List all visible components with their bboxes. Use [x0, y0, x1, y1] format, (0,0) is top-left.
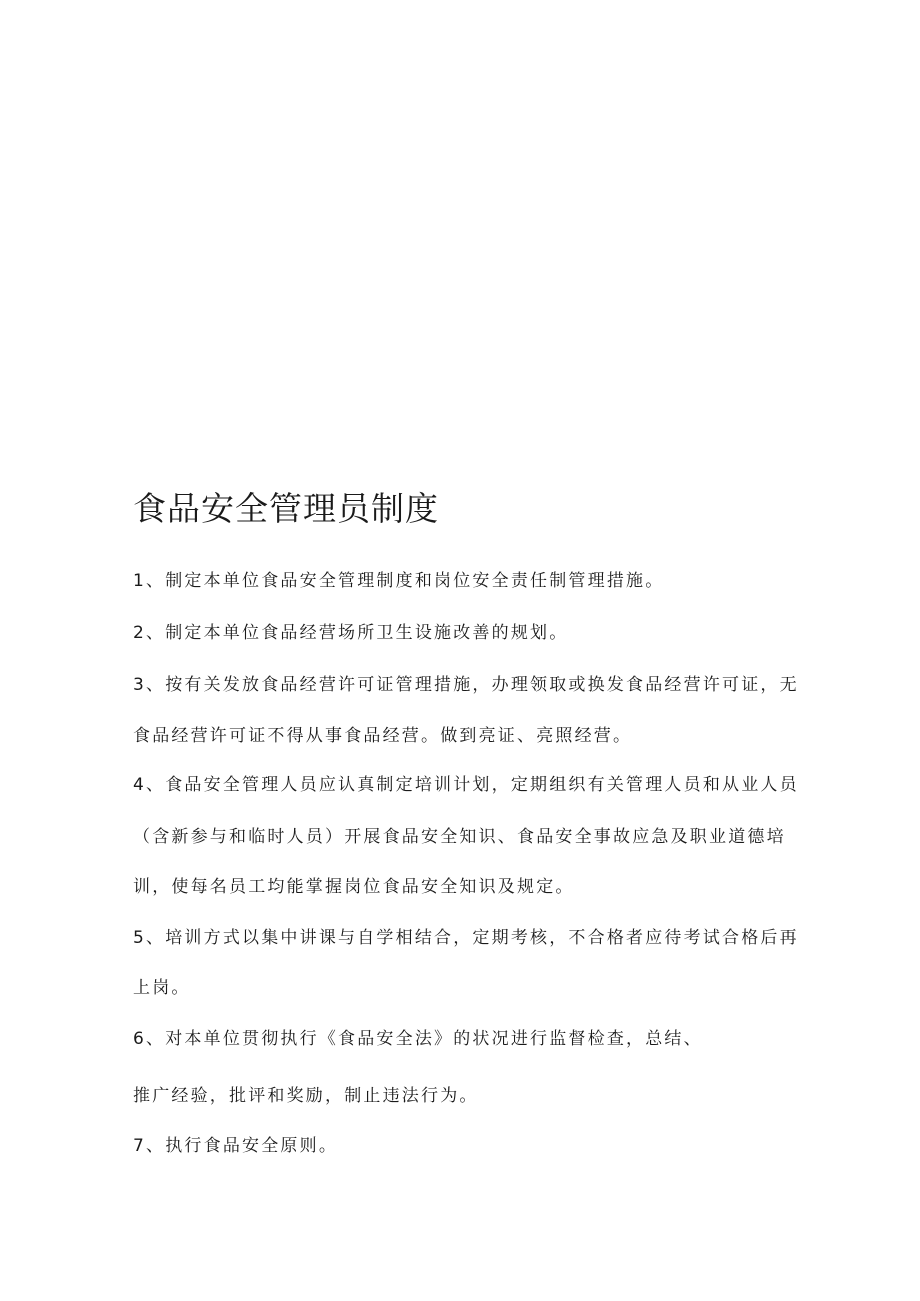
paragraph-3-line-1: 3、按有关发放食品经营许可证管理措施，办理领取或换发食品经营许可证，无 — [133, 675, 799, 695]
paragraph-2-line-1: 2、制定本单位食品经营场所卫生设施改善的规划。 — [133, 623, 569, 643]
paragraph-3-line-2: 食品经营许可证不得从事食品经营。做到亮证、亮照经营。 — [133, 726, 633, 746]
document-title: 食品安全管理员制度 — [133, 489, 439, 528]
paragraph-7-line-1: 7、执行食品安全原则。 — [133, 1136, 339, 1156]
paragraph-5-line-2: 上岗。 — [133, 978, 191, 998]
paragraph-1-line-1: 1、制定本单位食品安全管理制度和岗位安全责任制管理措施。 — [133, 571, 665, 591]
paragraph-5-line-1: 5、培训方式以集中讲课与自学相结合，定期考核，不合格者应待考试合格后再 — [133, 928, 799, 948]
paragraph-4-line-1: 4、食品安全管理人员应认真制定培训计划，定期组织有关管理人员和从业人员 — [133, 775, 799, 795]
paragraph-6-line-1: 6、对本单位贯彻执行《食品安全法》的状况进行监督检查，总结、 — [133, 1029, 703, 1049]
paragraph-6-line-2: 推广经验，批评和奖励，制止违法行为。 — [133, 1086, 479, 1106]
paragraph-4-line-2: （含新参与和临时人员）开展食品安全知识、食品安全事故应急及职业道德培 — [133, 827, 786, 847]
paragraph-4-line-3: 训，使每名员工均能掌握岗位食品安全知识及规定。 — [133, 877, 575, 897]
